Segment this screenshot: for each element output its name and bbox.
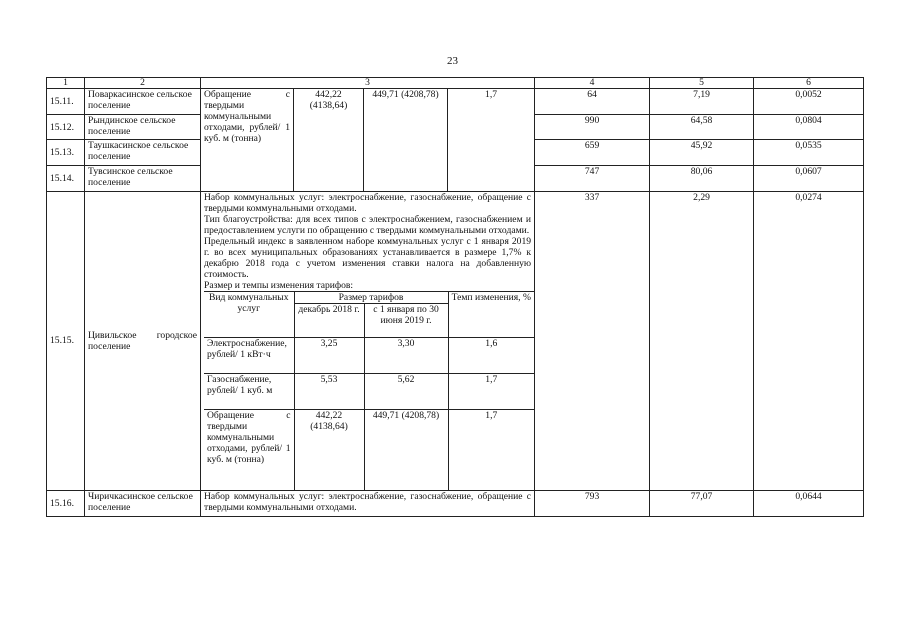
settlement-name: Поваркасинское сельское поселение — [85, 89, 201, 115]
subtable-row — [204, 410, 534, 490]
tariff-january: 3,30 — [364, 338, 448, 374]
settlement-name: Таушкасинское сельское поселение — [85, 140, 201, 166]
header-col-6: 6 — [754, 78, 864, 89]
col-5-value: 45,92 — [650, 140, 754, 166]
header-col-5: 5 — [650, 78, 754, 89]
tariff-rate: 1,6 — [448, 338, 534, 374]
page-number: 23 — [447, 55, 458, 67]
service-label: Обращение с твердыми коммунальными отходами, рублей/ 1 куб. м (тонна) — [201, 89, 294, 192]
col-4-value: 64 — [535, 89, 650, 115]
tariff-table — [46, 77, 864, 517]
row-number: 15.15. — [47, 192, 85, 491]
col-6-value: 0,0607 — [754, 166, 864, 192]
tariff-description — [201, 192, 535, 491]
index-text: Предельный индекс в заявленном наборе коммунальных услуг с 1 января 2019 г. во всех муниципальных образованиях устанавливается в размере 1,7% к декабрю 2018 года с учетом изменения ставки налога на добавленную стоимость. — [204, 236, 532, 280]
settlement-name: Тувсинское сельское поселение — [85, 166, 201, 192]
tariff-january: 449,71 (4208,78) — [364, 410, 448, 490]
services-set-text: Набор коммунальных услуг: электроснабжение, газоснабжение, обращение с твердыми коммунальными отходами. — [204, 192, 532, 214]
tariff-december: 442,22 (4138,64) — [294, 89, 364, 192]
row-number: 15.11. — [47, 89, 85, 115]
row-number: 15.13. — [47, 140, 85, 166]
tariff-subtable — [204, 291, 534, 490]
service-label: Газоснабжение, рублей/ 1 куб. м — [204, 374, 294, 410]
col-6-value: 0,0804 — [754, 115, 864, 140]
col-4-value: 747 — [535, 166, 650, 192]
header-col-1: 1 — [47, 78, 85, 89]
subtable-row — [204, 338, 534, 374]
col-5-value: 80,06 — [650, 166, 754, 192]
row-number: 15.12. — [47, 115, 85, 140]
improvement-type-text: Тип благоустройства: для всех типов с электроснабжением, газоснабжением и предоставлением услуги по обращению с твердыми коммунальными отходами. — [204, 214, 532, 236]
subtable-header-january: с 1 января по 30 июня 2019 г. — [364, 304, 448, 338]
subtable-row — [204, 374, 534, 410]
tariff-january: 449,71 (4208,78) — [364, 89, 448, 192]
row-number: 15.16. — [47, 490, 85, 516]
settlement-name: Рындинское сельское поселение — [85, 115, 201, 140]
col-4-value: 659 — [535, 140, 650, 166]
tariff-size-heading: Размер и темпы изменения тарифов: — [204, 280, 354, 291]
col-4-value: 337 — [535, 192, 650, 491]
col-4-value: 793 — [535, 490, 650, 516]
col-6-value: 0,0535 — [754, 140, 864, 166]
settlement-name: Чиричкасинское сельское поселение — [85, 490, 201, 516]
row-number: 15.14. — [47, 166, 85, 192]
tariff-rate: 1,7 — [448, 374, 534, 410]
services-set-text: Набор коммунальных услуг: электроснабжение, газоснабжение, обращение с твердыми коммунальными отходами. — [201, 490, 535, 516]
col-5-value: 7,19 — [650, 89, 754, 115]
subtable-header-kind: Вид коммунальных услуг — [204, 292, 294, 338]
service-label: Обращение с твердыми коммунальными отходами, рублей/ 1 куб. м (тонна) — [204, 410, 294, 490]
table-row — [47, 89, 864, 115]
table-row — [47, 192, 864, 491]
col-6-value: 0,0052 — [754, 89, 864, 115]
col-6-value: 0,0274 — [754, 192, 864, 491]
tariff-rate: 1,7 — [448, 89, 535, 192]
subtable-header-december: декабрь 2018 г. — [294, 304, 364, 338]
header-row — [47, 78, 864, 89]
col-5-value: 64,58 — [650, 115, 754, 140]
tariff-december: 5,53 — [294, 374, 364, 410]
subtable-header-rate: Темп изменения, % — [448, 292, 534, 338]
col-5-value: 2,29 — [650, 192, 754, 491]
settlement-name: Цивильское городское поселение — [85, 192, 201, 491]
service-label: Электроснабжение, рублей/ 1 кВт·ч — [204, 338, 294, 374]
col-6-value: 0,0644 — [754, 490, 864, 516]
header-col-3: 3 — [201, 78, 535, 89]
col-5-value: 77,07 — [650, 490, 754, 516]
tariff-january: 5,62 — [364, 374, 448, 410]
subtable-header-size: Размер тарифов — [294, 292, 448, 304]
header-col-2: 2 — [85, 78, 201, 89]
header-col-4: 4 — [535, 78, 650, 89]
tariff-december: 3,25 — [294, 338, 364, 374]
table-row — [47, 490, 864, 516]
tariff-rate: 1,7 — [448, 410, 534, 490]
tariff-december: 442,22 (4138,64) — [294, 410, 364, 490]
col-4-value: 990 — [535, 115, 650, 140]
